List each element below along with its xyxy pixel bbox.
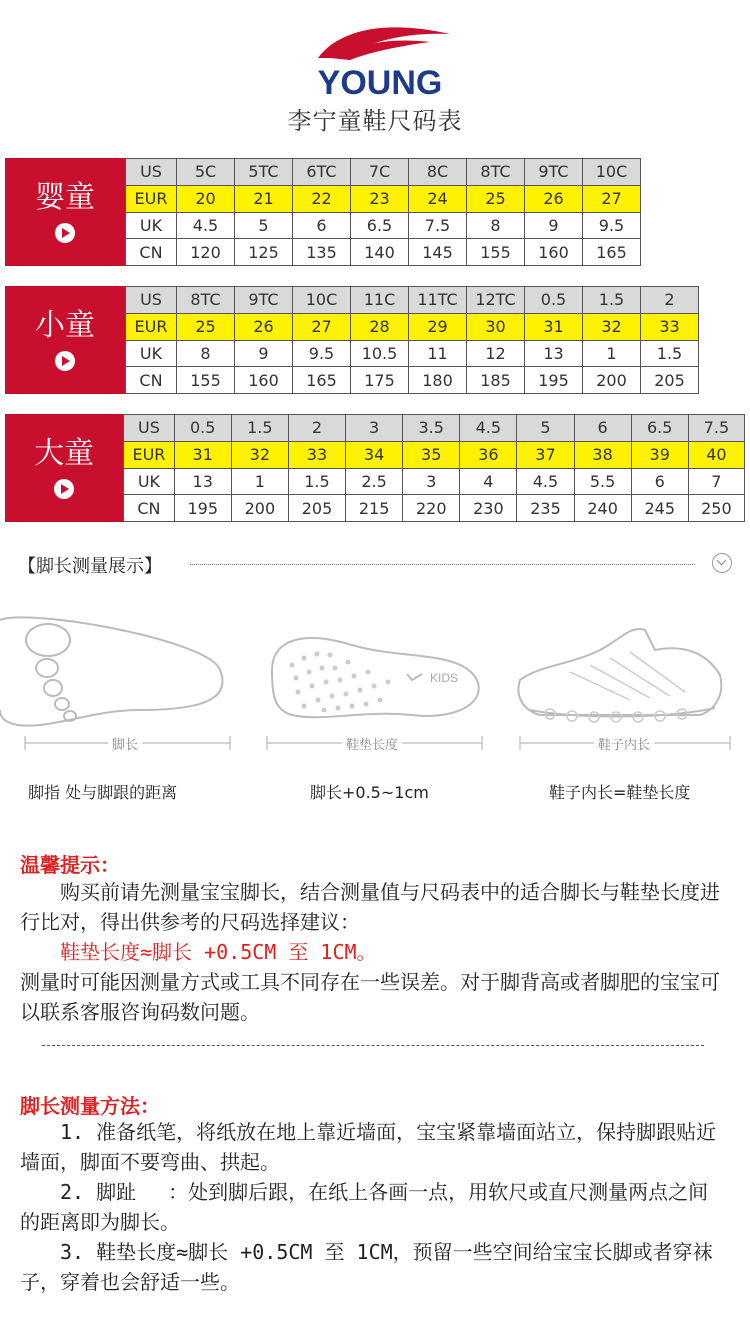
size-cell: 200 <box>231 495 288 522</box>
size-cell: 11TC <box>409 287 467 314</box>
method-step: 3. 鞋垫长度≈脚长 +0.5CM 至 1CM，预留一些空间给宝宝长脚或者穿袜子，穿着也会舒适一些。 <box>20 1240 713 1294</box>
size-cell: 13 <box>525 340 583 367</box>
size-row-cn <box>126 367 699 394</box>
size-cell: 180 <box>409 367 467 394</box>
size-cell: 8 <box>177 340 235 367</box>
dashed-divider <box>42 1045 704 1046</box>
size-table <box>125 158 641 266</box>
size-cell: 165 <box>293 367 351 394</box>
size-cell: 6.5 <box>351 212 409 239</box>
size-cell: 155 <box>467 239 525 266</box>
tips-paragraph: 购买前请先测量宝宝脚长，结合测量值与尺码表中的适合脚长与鞋垫长度进行比对，得出供参考的尺码选择建议： <box>20 880 720 934</box>
size-cell: 145 <box>409 239 467 266</box>
size-cell: 5 <box>235 212 293 239</box>
size-cell: 2 <box>641 287 699 314</box>
tips-heading: 温馨提示： <box>20 853 120 877</box>
size-cell: 11 <box>409 340 467 367</box>
illustration-caption: 脚指 处与脚跟的距离 <box>28 783 178 802</box>
li-ning-swoosh-icon <box>300 18 460 98</box>
size-row-label: US <box>126 287 177 314</box>
size-cell: 205 <box>288 495 345 522</box>
size-row-us <box>126 159 641 186</box>
size-cell: 4 <box>460 468 517 495</box>
size-row-label: EUR <box>126 313 177 340</box>
shoe-illustration <box>510 610 740 760</box>
size-cell: 9.5 <box>583 212 641 239</box>
size-cell: 8C <box>409 159 467 186</box>
size-cell: 9 <box>525 212 583 239</box>
size-cell: 32 <box>583 313 641 340</box>
size-cell: 39 <box>631 441 688 468</box>
dotted-divider <box>190 564 695 565</box>
size-row-label: UK <box>124 468 174 495</box>
size-row-label: UK <box>126 212 177 239</box>
size-cell: 27 <box>293 313 351 340</box>
play-icon <box>55 223 75 243</box>
size-cell: 31 <box>525 313 583 340</box>
size-cell: 29 <box>409 313 467 340</box>
size-cell: 7C <box>351 159 409 186</box>
size-cell: 30 <box>467 313 525 340</box>
size-table <box>123 414 745 522</box>
size-cell: 21 <box>235 185 293 212</box>
play-icon <box>54 479 74 499</box>
tips-formula: 鞋垫长度≈脚长 +0.5CM 至 1CM。 <box>20 940 377 964</box>
size-cell: 6 <box>293 212 351 239</box>
foot-illustration <box>0 610 240 760</box>
size-row-eur <box>126 185 641 212</box>
size-cell: 28 <box>351 313 409 340</box>
size-row-cn <box>124 495 745 522</box>
size-row-label: CN <box>126 367 177 394</box>
category-name: 婴童 <box>35 180 95 215</box>
section-title: 【脚长测量展示】 <box>18 556 162 577</box>
size-cell: 1.5 <box>641 340 699 367</box>
size-cell: 10C <box>583 159 641 186</box>
method-heading: 脚长测量方法： <box>20 1094 160 1118</box>
size-cell: 6 <box>631 468 688 495</box>
size-cell: 8 <box>467 212 525 239</box>
size-cell: 27 <box>583 185 641 212</box>
size-cell: 12TC <box>467 287 525 314</box>
category-name: 大童 <box>34 436 95 471</box>
size-cell: 7 <box>688 468 744 495</box>
size-cell: 1 <box>583 340 641 367</box>
logo-text: YOUNG <box>317 64 443 98</box>
size-cell: 26 <box>525 185 583 212</box>
size-cell: 20 <box>177 185 235 212</box>
size-cell: 8TC <box>467 159 525 186</box>
size-cell: 13 <box>174 468 231 495</box>
size-row-label: UK <box>126 340 177 367</box>
size-cell: 1 <box>231 468 288 495</box>
category-box <box>5 286 125 394</box>
size-cell: 7.5 <box>409 212 467 239</box>
size-block-small <box>5 286 745 394</box>
size-cell: 34 <box>346 441 403 468</box>
category-name: 小童 <box>35 308 95 343</box>
size-row-us <box>124 415 745 442</box>
size-cell: 33 <box>288 441 345 468</box>
size-row-label: EUR <box>126 185 177 212</box>
size-row-label: CN <box>124 495 174 522</box>
size-cell: 205 <box>641 367 699 394</box>
size-cell: 7.5 <box>688 415 744 442</box>
size-cell: 23 <box>351 185 409 212</box>
size-cell: 195 <box>174 495 231 522</box>
size-row-uk <box>126 212 641 239</box>
category-box <box>5 158 125 266</box>
size-block-infant <box>5 158 745 266</box>
page-title: 李宁童鞋尺码表 <box>287 107 463 135</box>
size-cell: 35 <box>403 441 460 468</box>
insole-illustration <box>262 610 492 760</box>
illustration-label: 鞋垫长度 <box>342 734 402 753</box>
chevron-down-icon[interactable] <box>712 553 732 573</box>
method-step: 1. 准备纸笔，将纸放在地上靠近墙面，宝宝紧靠墙面站立，保持脚跟贴近墙面，脚面不要弯曲、拱起。 <box>20 1120 717 1174</box>
size-row-label: CN <box>126 239 177 266</box>
size-cell: 0.5 <box>174 415 231 442</box>
size-cell: 4.5 <box>517 468 574 495</box>
size-cell: 165 <box>583 239 641 266</box>
size-cell: 1.5 <box>583 287 641 314</box>
size-cell: 5 <box>517 415 574 442</box>
size-cell: 25 <box>177 313 235 340</box>
size-cell: 4.5 <box>460 415 517 442</box>
size-cell: 24 <box>409 185 467 212</box>
size-cell: 200 <box>583 367 641 394</box>
size-cell: 175 <box>351 367 409 394</box>
size-cell: 5TC <box>235 159 293 186</box>
size-cell: 120 <box>177 239 235 266</box>
size-cell: 22 <box>293 185 351 212</box>
size-cell: 0.5 <box>525 287 583 314</box>
size-row-cn <box>126 239 641 266</box>
brand-logo <box>300 18 460 98</box>
size-cell: 10C <box>293 287 351 314</box>
size-cell: 1.5 <box>231 415 288 442</box>
size-cell: 9TC <box>525 159 583 186</box>
size-cell: 40 <box>688 441 744 468</box>
size-cell: 6.5 <box>631 415 688 442</box>
size-table <box>125 286 699 394</box>
size-cell: 140 <box>351 239 409 266</box>
size-cell: 3.5 <box>403 415 460 442</box>
size-row-eur <box>124 441 745 468</box>
size-cell: 3 <box>403 468 460 495</box>
size-cell: 235 <box>517 495 574 522</box>
size-block-big <box>5 414 745 522</box>
size-row-uk <box>126 340 699 367</box>
size-cell: 1.5 <box>288 468 345 495</box>
size-cell: 5.5 <box>574 468 631 495</box>
size-cell: 6 <box>574 415 631 442</box>
size-cell: 185 <box>467 367 525 394</box>
size-cell: 240 <box>574 495 631 522</box>
size-cell: 38 <box>574 441 631 468</box>
size-cell: 4.5 <box>177 212 235 239</box>
illustration-caption: 脚长+0.5~1cm <box>310 783 429 802</box>
size-cell: 10.5 <box>351 340 409 367</box>
size-cell: 37 <box>517 441 574 468</box>
size-cell: 215 <box>346 495 403 522</box>
size-cell: 33 <box>641 313 699 340</box>
size-row-eur <box>126 313 699 340</box>
play-icon <box>55 351 75 371</box>
size-cell: 9.5 <box>293 340 351 367</box>
method-step: 2. 脚趾 ：处到脚后跟，在纸上各画一点，用软尺或直尺测量两点之间的距离即为脚长。 <box>20 1180 709 1234</box>
size-cell: 125 <box>235 239 293 266</box>
illustration-label: 脚长 <box>108 734 142 753</box>
size-cell: 5C <box>177 159 235 186</box>
size-cell: 6TC <box>293 159 351 186</box>
size-row-uk <box>124 468 745 495</box>
size-row-label: EUR <box>124 441 174 468</box>
size-cell: 11C <box>351 287 409 314</box>
size-cell: 31 <box>174 441 231 468</box>
size-cell: 220 <box>403 495 460 522</box>
size-cell: 135 <box>293 239 351 266</box>
size-cell: 160 <box>525 239 583 266</box>
size-row-label: US <box>126 159 177 186</box>
size-cell: 9TC <box>235 287 293 314</box>
size-cell: 160 <box>235 367 293 394</box>
size-cell: 155 <box>177 367 235 394</box>
size-cell: 195 <box>525 367 583 394</box>
size-row-us <box>126 287 699 314</box>
illustration-caption: 鞋子内长=鞋垫长度 <box>549 783 691 802</box>
size-cell: 230 <box>460 495 517 522</box>
svg-text:KIDS: KIDS <box>430 671 459 685</box>
size-cell: 25 <box>467 185 525 212</box>
category-box <box>5 414 123 522</box>
size-cell: 26 <box>235 313 293 340</box>
size-row-label: US <box>124 415 174 442</box>
size-cell: 9 <box>235 340 293 367</box>
size-cell: 36 <box>460 441 517 468</box>
size-cell: 2.5 <box>346 468 403 495</box>
size-cell: 12 <box>467 340 525 367</box>
illustration-label: 鞋子内长 <box>594 734 654 753</box>
size-cell: 32 <box>231 441 288 468</box>
size-cell: 2 <box>288 415 345 442</box>
size-cell: 3 <box>346 415 403 442</box>
size-cell: 8TC <box>177 287 235 314</box>
tips-paragraph: 测量时可能因测量方式或工具不同存在一些误差。对于脚背高或者脚肥的宝宝可以联系客服咨询码数问题。 <box>20 970 720 1024</box>
size-cell: 245 <box>631 495 688 522</box>
size-cell: 250 <box>688 495 744 522</box>
